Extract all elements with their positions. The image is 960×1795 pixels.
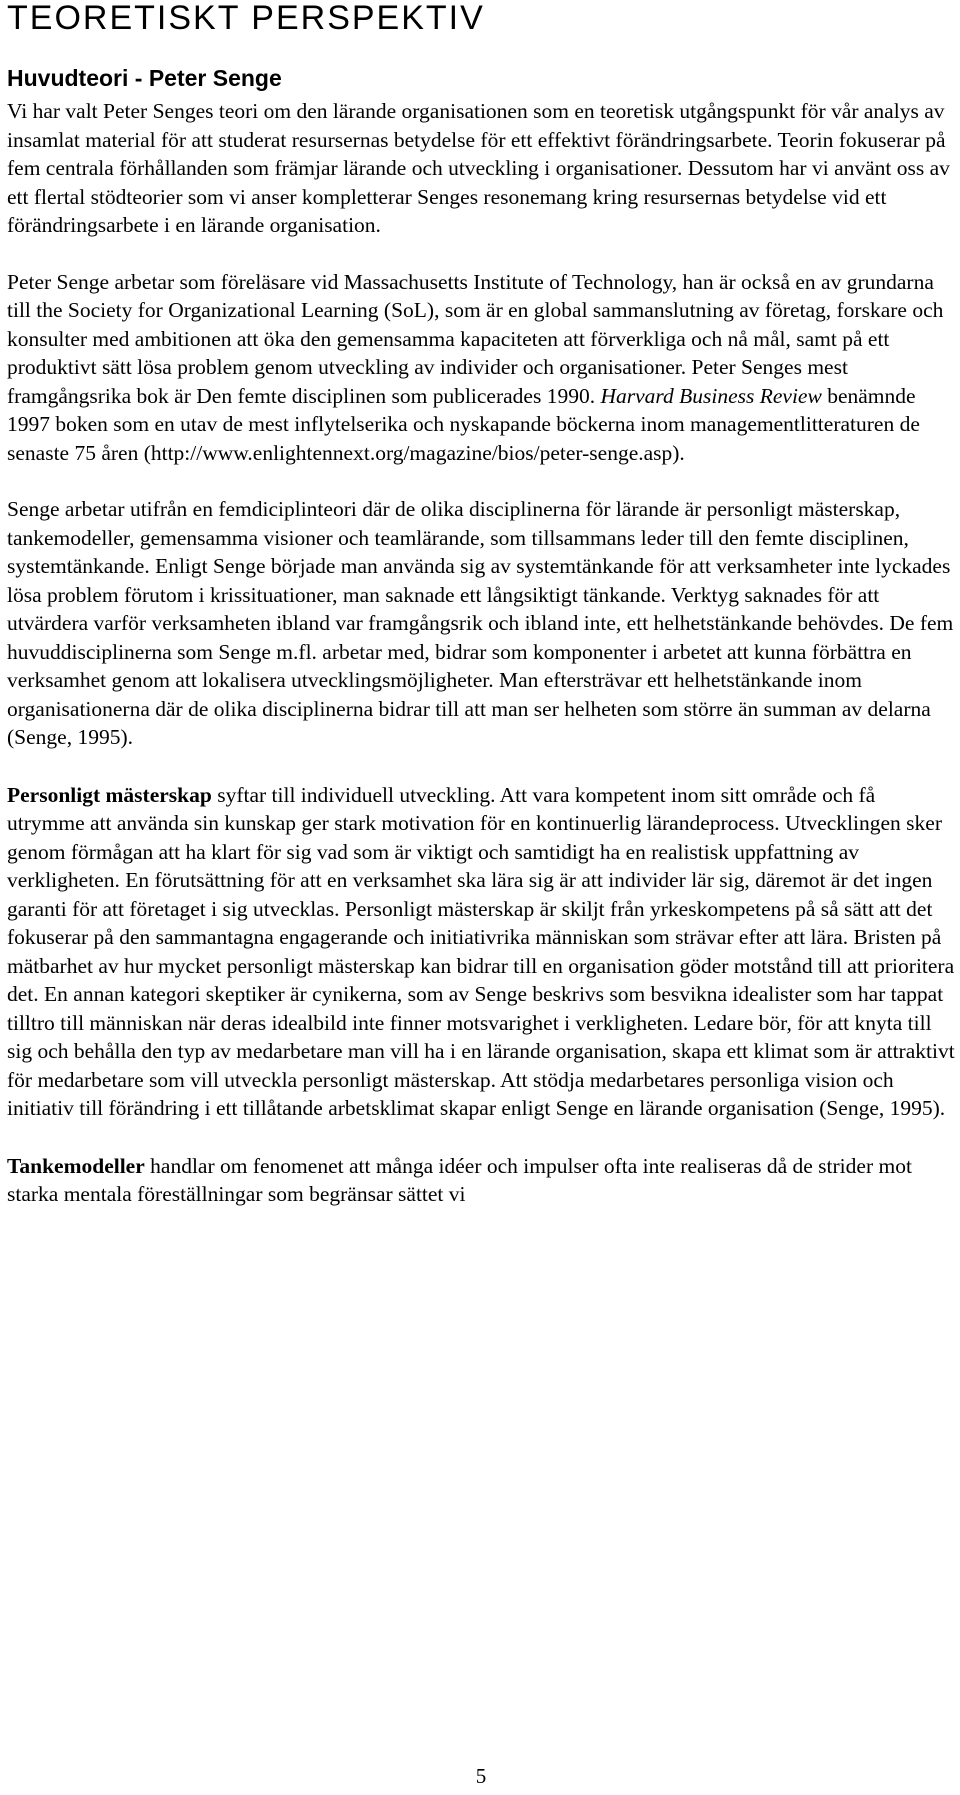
paragraph-personal-mastery [7,781,955,1123]
paragraph-mental-models [7,1152,955,1209]
page-number: 5 [475,1764,487,1788]
sub-heading: Huvudteori - Peter Senge [7,65,282,91]
italic-journal-title: Harvard Business Review [600,383,822,408]
term-personal-mastery: Personligt mästerskap [7,782,212,807]
paragraph-personal-mastery-text: syftar till individuell utveckling. Att vara kompetent inom sitt område och få utrymme att använda sin kunskap ger stark motivation för en kontinuerlig lärandeprocess. Utvecklingen sker genom förmågan att ha klart för sig vad som är viktigt och samtidigt ha en realistisk uppfattning av verkligheten. En förutsättning för att en verksamhet ska lära sig är att individer lär sig, däremot är det ingen garanti för att företaget i sig utvecklas. Personligt mästerskap är skiljt från yrkeskompetens på så sätt att det fokuserar på den sammantagna engagerande och initiativrika människan som strävar efter att lära. Bristen på mätbarhet av hur mycket personligt mästerskap kan bidrar till en organisation göder motstånd till att prioritera det. En annan kategori skeptiker är cynikerna, som av Senge beskrivs som besvikna idealister som har tappat tilltro till människan när deras idealbild inte finner motsvarighet i verkligheten. Ledare bör, för att knyta till sig och behålla den typ av medarbetare man vill ha i en lärande organisation, skapa ett klimat som är attraktivt för medarbetare som vill utveckla personligt mästerskap. Att stödja medarbetares personliga vision och initiativ till förändring i ett tillåtande arbetsklimat skapar enligt Senge en lärande organisation (Senge, 1995). [7,782,955,1120]
paragraph-intro: Vi har valt Peter Senges teori om den lärande organisationen som en teoretisk utgångspunkt för vår analys av insamlat material för att studerat resursernas betydelse för ett effektivt förändringsarbete. Teorin fokuserar på fem centrala förhållanden som främjar lärande och utveckling i organisationer. Dessutom har vi använt oss av ett flertal stödteorier som vi anser kompletterar Senges resonemang kring resursernas betydelse vid ett förändringsarbete i en lärande organisation. [7,99,950,237]
document-page [7,0,955,1795]
paragraph-five-disciplines: Senge arbetar utifrån en femdiciplinteori där de olika disciplinerna för lärande är personligt mästerskap, tankemodeller, gemensamma visioner och teamlärande, som tillsammans leder till den femte disciplinen, systemtänkande. Enligt Senge började man använda sig av systemtänkande för att verksamheter inte lyckades lösa problem förutom i krissituationer, man saknade ett långsiktigt tänkande. Verktyg saknades för att utvärdera varför verksamheten ibland var framgångsrik och ibland inte, ett helhetstänkande behövdes. De fem huvuddisciplinerna som Senge m.fl. arbetar med, bidrar som komponenter i arbetet att kunna förbättra en verksamhet genom att lokalisera utvecklingsmöjligheter. Man eftersträvar ett helhetstänkande inom organisationerna där de olika disciplinerna bidrar till att man ser helheten som större än summan av delarna (Senge, 1995). [7,497,954,749]
paragraph-senge-bio-text-b: benämnde 1997 boken som en utav de mest inflytelserika och nyskapande böckerna inom managementlitteraturen de senaste 75 åren (http://www.enlightennext.org/magazine/bios/peter-senge.asp). [7,383,920,465]
paragraph-senge-bio-text-a: Peter Senge arbetar som föreläsare vid Massachusetts Institute of Technology, han är också en av grundarna till the Society for Organizational Learning (SoL), som är en global sammanslutning av företag, forskare och konsulter med ambitionen att öka den gemensamma kapaciteten att förverkliga och nå mål, samt på ett produktivt sätt lösa problem genom utveckling av individer och organisationer. Peter Senges mest framgångsrika bok är Den femte disciplinen som publicerades 1990. [7,269,944,408]
section-heading: TEORETISKT PERSPEKTIV [7,0,485,37]
paragraph-senge-bio [7,268,955,468]
term-mental-models: Tankemodeller [7,1153,145,1178]
paragraph-mental-models-text: handlar om fenomenet att många idéer och impulser ofta inte realiseras då de strider mot starka mentala föreställningar som begränsar sättet vi [7,1153,912,1206]
